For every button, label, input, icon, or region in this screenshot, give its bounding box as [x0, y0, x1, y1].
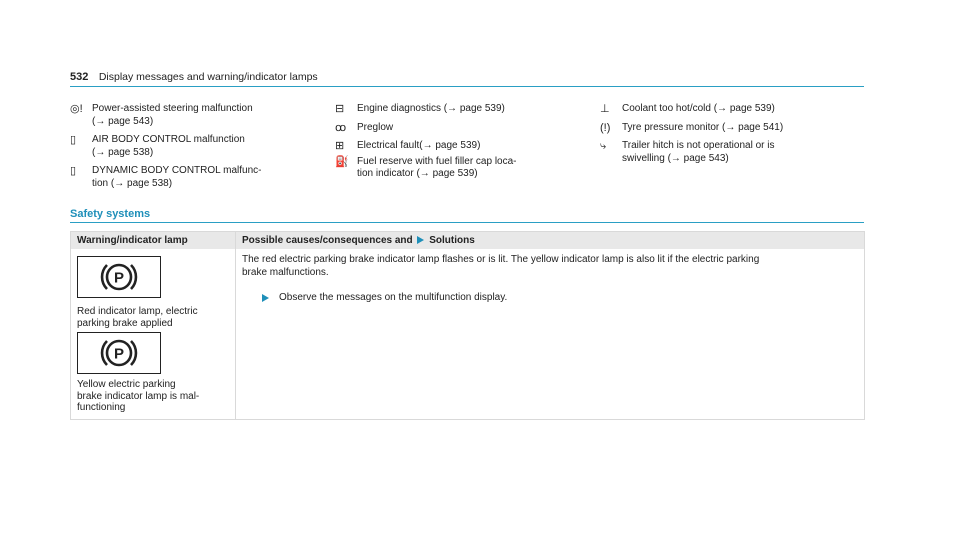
list-item: [600, 140, 864, 165]
lamp-label-red: Red indicator lamp, electric parking brake applied: [77, 306, 198, 329]
header-divider: [70, 86, 864, 87]
parking-brake-icon: [77, 332, 161, 374]
table-header-lamp: Warning/indicator lamp: [71, 232, 235, 249]
lamp-label-yellow: Yellow electric parking brake indicator lamp is mal- functioning: [77, 379, 200, 413]
list-item: [70, 134, 330, 159]
list-item: [70, 103, 330, 128]
list-item-text: Tyre pressure monitor (→ page 541): [622, 121, 784, 133]
tyre-pressure-icon: (!): [600, 121, 611, 134]
air-body-icon: ▯: [70, 134, 77, 146]
dynamic-body-icon: ▯: [70, 165, 77, 177]
list-item: [600, 122, 864, 135]
coolant-icon: ⊥: [600, 103, 610, 115]
list-item: [335, 156, 595, 181]
page-number: 532: [70, 71, 89, 83]
engine-icon: ⊟: [335, 103, 345, 115]
parking-brake-icon: [77, 256, 161, 298]
list-item-text: Preglow: [357, 121, 394, 133]
list-item: [335, 103, 595, 116]
cause-description: The red electric parking brake indicator lamp flashes or is lit. The yellow indicator lamp is also lit if the electric parking brake malfunctions.: [242, 254, 760, 278]
list-item-text: Trailer hitch is not operational or is swivelling (→ page 543): [622, 140, 775, 164]
battery-icon: ⊞: [335, 140, 345, 152]
solution-bullet: [260, 292, 507, 303]
lamp-list-column-1: [70, 103, 330, 193]
page-header-title: Display messages and warning/indicator lamps: [98, 71, 318, 83]
section-title: Safety systems: [70, 208, 151, 220]
lamp-list-column-2: [335, 103, 595, 184]
list-item-text: Power-assisted steering malfunction (→ page 543): [92, 103, 253, 127]
arrow-right-icon: [417, 236, 424, 244]
list-item-text: Fuel reserve with fuel filler cap loca- tion indicator (→ page 539): [357, 155, 517, 179]
svg-text:P: P: [113, 345, 125, 363]
list-item: [600, 103, 864, 116]
page-header: [70, 67, 864, 87]
bullet-arrow-icon: [262, 294, 269, 302]
list-item-text: DYNAMIC BODY CONTROL malfunc- tion (→ page 538): [92, 165, 262, 189]
trailer-hitch-icon: ⤷: [600, 140, 607, 152]
column-divider: [235, 232, 236, 419]
section-divider: [70, 222, 864, 223]
solution-text: Observe the messages on the multifunction display.: [279, 292, 508, 303]
header-causes-text: Possible causes/consequences and: [242, 235, 413, 246]
list-item: [335, 140, 595, 153]
preglow-icon: ꝏ: [335, 121, 347, 134]
svg-text:P: P: [113, 269, 125, 287]
list-item-text: Coolant too hot/cold (→ page 539): [622, 103, 775, 114]
list-item-text: AIR BODY CONTROL malfunction (→ page 538): [92, 134, 245, 158]
safety-systems-table: [70, 231, 865, 420]
lamp-list-column-3: [600, 103, 864, 168]
table-header-causes: [236, 232, 864, 249]
steering-wheel-icon: ◎!: [70, 103, 83, 115]
list-item-text: Electrical fault(→ page 539): [357, 140, 481, 151]
list-item-text: Engine diagnostics (→ page 539): [357, 103, 505, 114]
fuel-pump-icon: ⛽: [335, 155, 349, 168]
header-solutions-text: Solutions: [429, 235, 475, 246]
list-item: [335, 122, 595, 135]
list-item: [70, 165, 330, 190]
